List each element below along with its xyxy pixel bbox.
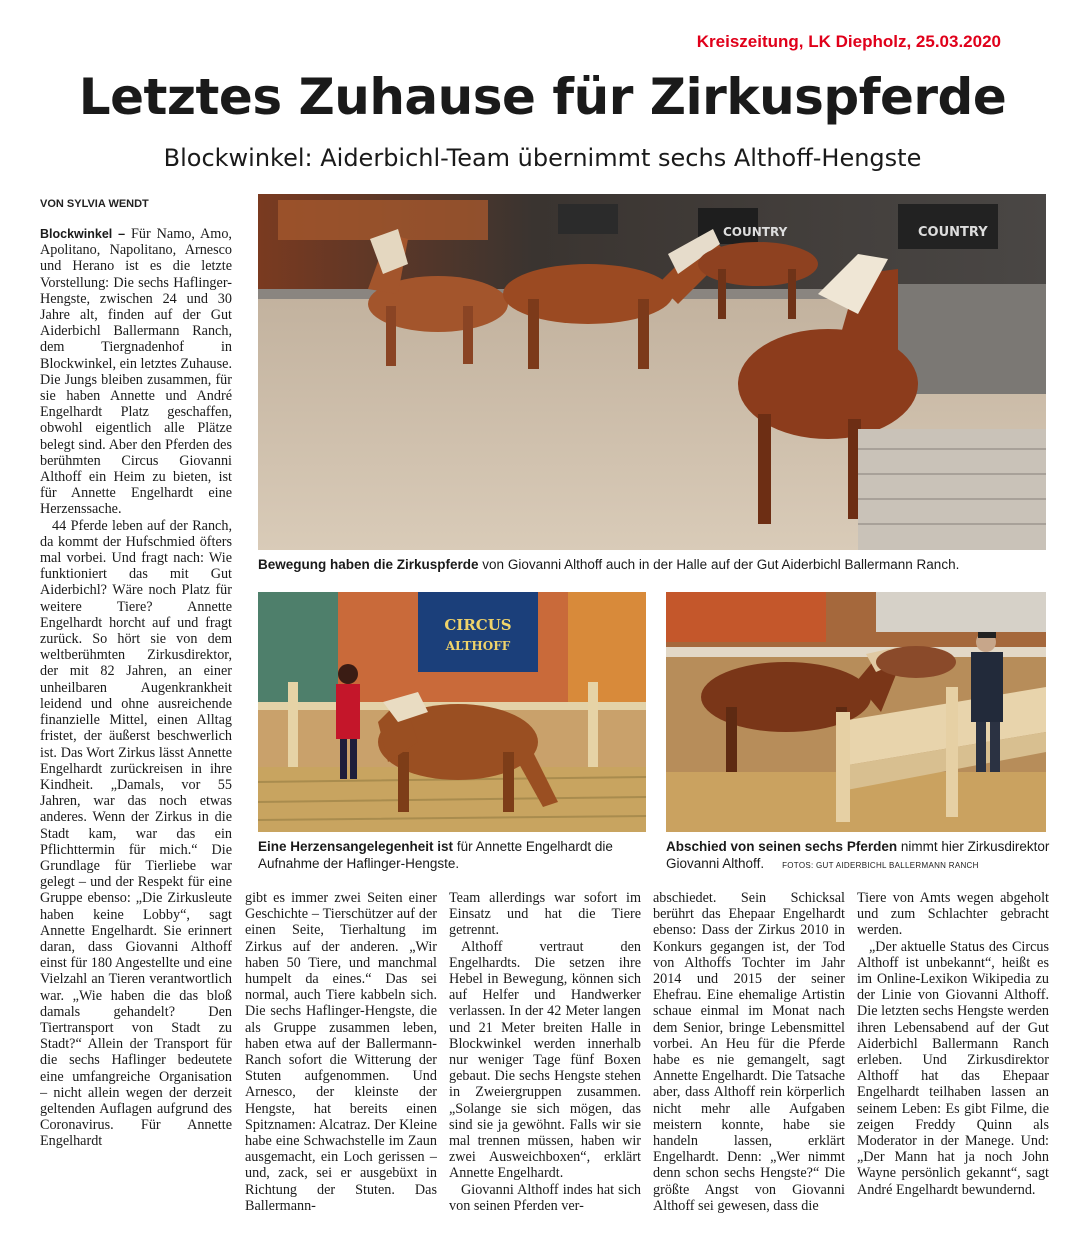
dateline: Blockwinkel –	[40, 227, 131, 241]
article-paragraph: Blockwinkel – Für Namo, Amo, Apolitano, Napolitano, Arnesco und Herano ist es die letzte Vorstellung: Die sechs Haflinger-Hengste, zwischen 24 und 30 Jahre alt, finden auf der Gut Aiderbichl Ballermann Ranch, dem Tiergnadenhof in Blockwinkel, ein letztes Zuhause. Die Jungs bleiben zusammen, für sie haben Annette und André Engelhardt Platz geschaffen, obwohl eigentlich alle Plätze belegt sind. Aber den Pferden des berühmten Circus Giovanni Althoff ein Heim zu bieten, ist für Annette Engelhardt eine Herzenssache.	[40, 226, 232, 518]
right-photo	[666, 592, 1046, 832]
country-sign-left: COUNTRY	[723, 225, 788, 239]
photo-credit: FOTOS: GUT AIDERBICHL BALLERMANN RANCH	[782, 861, 979, 870]
subheadline: Blockwinkel: Aiderbichl-Team übernimmt sechs Althoff-Hengste	[163, 144, 922, 172]
country-sign-right: COUNTRY	[918, 225, 988, 240]
article-paragraph: Althoff vertraut den Engelhardts. Die setzen ihre Hebel in Bewegung, können sich auf Helfer und Handwerker verlassen. In der 42 Meter langen und 21 Meter breiten Halle in Blockwinkel werden innerhalb nur weniger Tage fünf Boxen gebaut. Die sechs Hengste stehen in Zweiergruppen zusammen. „Solange sie sich mögen, das sind sie ja gewöhnt. Falls wir sie mal trennen müssen, haben wir zwei Ausweichboxen“, erklärt Annette Engelhardt.	[449, 938, 641, 1182]
circus-poster-title: CIRCUS	[444, 616, 512, 634]
article-column-3	[449, 890, 641, 1238]
left-photo	[258, 592, 646, 832]
main-photo	[258, 194, 1046, 550]
right-photo-caption: Abschied von seinen sechs Pferden nimmt hier Zirkusdirektor Giovanni Althoff. FOTOS: GUT AIDERBICHL BALLERMANN RANCH	[666, 839, 1050, 871]
source-line: Kreiszeitung, LK Diepholz, 25.03.2020	[696, 32, 1001, 51]
horses-in-arena-image	[258, 194, 1046, 550]
woman-with-horse-image	[258, 592, 646, 832]
article-column-4	[653, 890, 845, 1238]
headline: Letztes Zuhause für Zirkuspferde	[78, 68, 1007, 126]
article-paragraph: Tiere von Amts wegen abgeholt und zum Schlachter gebracht werden.	[857, 890, 1049, 939]
article-paragraph: „Der aktuelle Status des Circus Althoff ist unbekannt“, heißt es im Online-Lexikon Wikipedia zu der Linie von Giovanni Althoff. Die letzten sechs Hengste werden ihren Lebensabend auf der Gut Aiderbichl Ballermann Ranch erleben. Und Zirkusdirektor Althoff hat das Ehepaar Engelhardt teilhaben lassen an seinem Leben: Es gibt Filme, die zeigen Freddy Quinn als Moderator in der Manege. Und: „Der Mann hat ja noch John Wayne persönlich gekannt“, sagt André Engelhardt bewundernd.	[857, 938, 1049, 1198]
article-paragraph: Giovanni Althoff indes hat sich von seinen Pferden ver-	[449, 1181, 641, 1214]
byline: VON SYLVIA WENDT	[40, 198, 149, 210]
article-paragraph: Team allerdings war sofort im Einsatz und hat die Tiere getrennt.	[449, 890, 641, 939]
article-paragraph: gibt es immer zwei Seiten einer Geschichte – Tierschützer auf der einen Seite, Tierhaltung im Zirkus auf der anderen. „Wir haben 50 Tiere, und manchmal humpelt da eines.“ Das sei normal, auch Tiere kabbeln sich. Die sechs Haflinger-Hengste, die als Gruppe zusammen leben, haben etwa auf der Ballermann-Ranch sofort die Witterung der Stuten aufgenommen. Und Arnesco, der kleinste der Hengste, hat bereits einen Spitznamen: Alcatraz. Der Kleine habe eine Schwachstelle im Zaun ausgemacht, ein Loch gerissen – und, zack, sei er ausgebüxt in Richtung der Stuten. Das Ballermann-	[245, 890, 437, 1214]
main-photo-caption: Bewegung haben die Zirkuspferde von Giovanni Althoff auch in der Halle auf der Gut Aiderbichl Ballermann Ranch.	[258, 557, 960, 572]
article-column-2	[245, 890, 437, 1238]
article-paragraph: 44 Pferde leben auf der Ranch, da kommt der Hufschmied öfters mal vorbei. Und fragt nach: Wie funktioniert das mit Gut Aiderbichl? Wäre noch Platz für weitere Tiere? Annette Engelhardt horcht auf und fragt zurück. So hört sie von dem weltberühmten Zirkusdirektor, der mit 82 Jahren, an einer unheilbaren Augenkrankheit leidend und ohne ausreichende finanzielle Mittel, einen Alltag fristet, der äußerst beschwerlich ist. Das Wort Zirkus lässt Annette Engelhardt zurückreisen in ihre Kindheit. „Damals, vor 55 Jahren, war das noch etwas anderes. Wenn der Zirkus in die Stadt kam, war das ein Pflichttermin für mich.“ Die Grundlage für Tierliebe war gelegt – und der Respekt für eine Gruppe ebenso: „Die Zirkusleute haben keine Lobby“, sagt Annette Engelhardt. Sie erinnert daran, dass Giovanni Althoff einst für 180 Angestellte und eine Vielzahl an Tieren verantwortlich war. „Wie haben die das bloß damals gehandelt? Den Tiertransport von Stadt zu Stadt?“ Allein der Transport für die sechs Haflinger bedeutete eine umfangreiche Organisation – nicht allein wegen der derzeit geltenden Auflagen aufgrund des Coronavirus. Für Annette Engelhardt	[40, 517, 232, 1150]
article-column-1	[40, 226, 232, 1238]
article-paragraph: abschiedet. Sein Schicksal berührt das Ehepaar Engelhardt ebenso: Dass der Zirkus 2010 in Konkurs gegangen ist, der Tod von Althoffs Tochter im Jahr 2014 und 2015 der seiner Ehefrau. Eine ehemalige Artistin schaue einmal im Monat nach dem Senior, bringe Lebensmittel vorbei. An Heu für die Pferde habe es nie gemangelt, sagt Annette Engelhardt. Die Tatsache aber, dass Althoff rein körperlich nicht mehr alle Aufgaben meistern konnte, habe sie handeln lassen, erklärt Engelhardt. Denn: „Wer nimmt denn schon sechs Hengste?“ Die größte Angst von Giovanni Althoff sei gewesen, dass die	[653, 890, 845, 1214]
article-column-5	[857, 890, 1049, 1238]
circus-poster-name: ALTHOFF	[445, 639, 511, 653]
man-with-horse-image	[666, 592, 1046, 832]
left-photo-caption: Eine Herzensangelegenheit ist für Annette Engelhardt die Aufnahme der Haflinger-Hengste.	[258, 839, 613, 871]
